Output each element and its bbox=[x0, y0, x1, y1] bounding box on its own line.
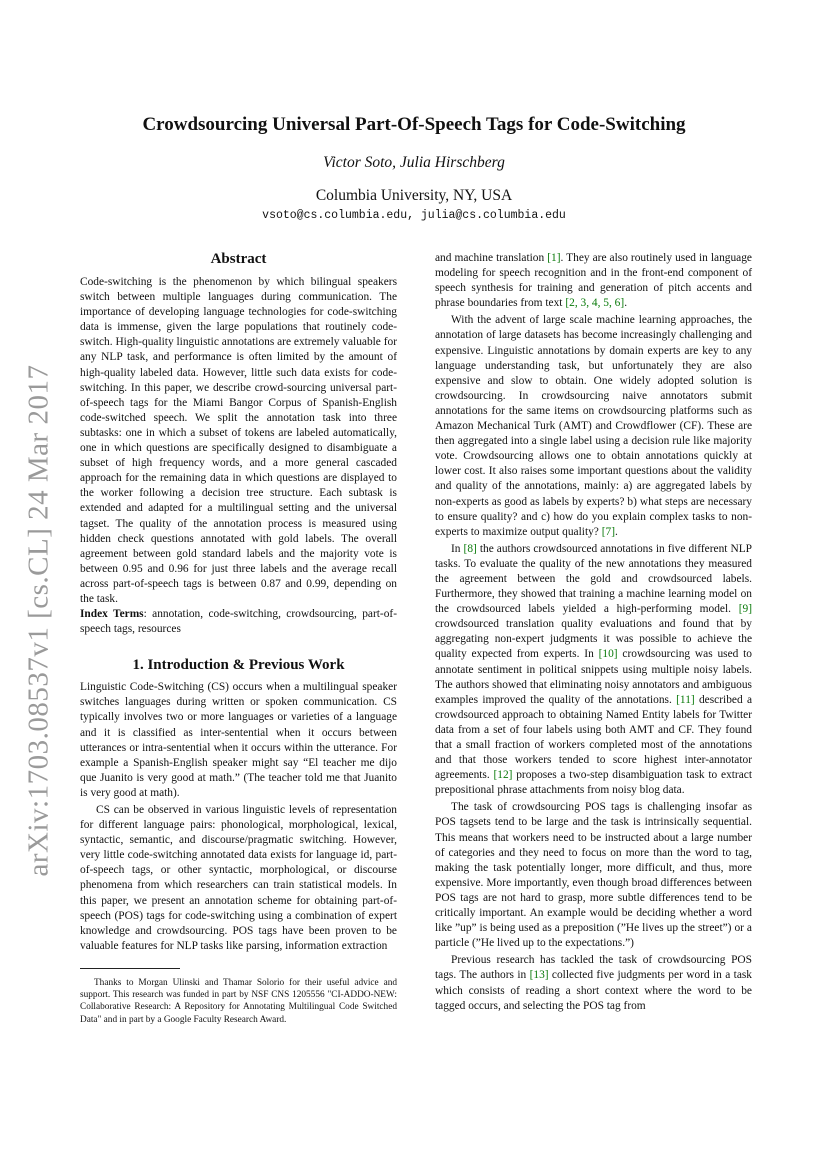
index-terms bbox=[80, 607, 397, 637]
right-paragraph-4: The task of crowdsourcing POS tags is challenging insofar as POS tagsets tend to be large and the task is intrinsically sequential. This means that workers need to be instructed about a large number of categories and they need to focus on more than the word to tag, making the task potentially longer, more difficult, and thus, more expensive. More importantly, even though broad differences between POS tags are not hard to grasp, more subtle differences tend to be critically important. An example would be deciding whether a word like ”up” is being used as a preposition (”He lives up the street”) or a particle (”He lived up to the expectations.”) bbox=[435, 801, 752, 950]
right-paragraph-3 bbox=[435, 542, 752, 799]
left-column bbox=[80, 250, 397, 1026]
right-paragraph-1 bbox=[435, 251, 752, 311]
citation-link[interactable]: [2, 3, 4, 5, 6] bbox=[565, 297, 625, 310]
text-run: crowdsourced translation quality evaluations and found that by aggregating non-expert judgments it was possible to achieve the quality expected from experts. In bbox=[435, 618, 752, 661]
text-run: With the advent of large scale machine learning approaches, the annotation of large datasets has become increasingly challenging and expensive. Linguistic annotations by domain experts are key to any language understanding task, but unfortunately they are also expensive and slow to obtain. One widely adopted solution is crowdsourcing. In crowdsourcing naive annotators submit annotations for the same items on crowdsourcing platforms such as Amazon Mechanical Turk (AMT) and Crowdflower (CF). These are then aggregated into a single label using a decision rule like majority vote. Crowdsourcing allows one to obtain annotations quickly at lower cost. It also raises some important questions about the validity and quality of the annotations, mainly: a) are aggregated labels by non-experts as good as labels by experts? b) what steps are necessary to ensure quality? and c) how do you explain complex tasks to non-experts to maximize output quality? bbox=[435, 314, 752, 538]
footnote-rule bbox=[80, 968, 180, 969]
text-run: Previous research has tackled the task of crowdsourcing POS tags. The authors in bbox=[435, 954, 752, 982]
abstract-heading: Abstract bbox=[210, 251, 267, 267]
paper-title: Crowdsourcing Universal Part-Of-Speech Tags for Code-Switching bbox=[142, 114, 686, 135]
index-terms-text: : annotation, code-switching, crowdsourcing, part-of-speech tags, resources bbox=[80, 608, 397, 636]
text-run: In bbox=[451, 542, 464, 555]
citation-link[interactable]: [11] bbox=[676, 693, 695, 706]
arxiv-stamp bbox=[16, 328, 62, 913]
footnote: Thanks to Morgan Ulinski and Thamar Solorio for their useful advice and support. This research was funded in part by NSF CNS 1205556 "CI-ADDO-NEW: Collaborative Research: A Repository for Annotating Multilingual Code Switched Data" and in part by a Google Faculty Research Award. bbox=[80, 977, 397, 1025]
arxiv-stamp-text: arXiv:1703.08537v1 [cs.CL] 24 Mar 2017 bbox=[22, 364, 55, 877]
citation-link[interactable]: [7] bbox=[601, 525, 616, 538]
abstract-text: Code-switching is the phenomenon by which bilingual speakers switch between multiple languages during communication. The importance of developing language technologies for code-switching data is immense, given the large populations that routinely code-switch. High-quality linguistic annotations are extremely valuable for any NLP task, and performance is often limited by the amount of high-quality labeled data. However, little such data exists for code-switching. In this paper, we describe crowd-sourcing universal part-of-speech tags for the Miami Bangor Corpus of Spanish-English code-switched speech. We split the annotation task into three subtasks: one in which a subset of tokens are labeled automatically, one in which questions are specifically designed to disambiguate a subset of high frequency words, and a more general cascaded approach for the remaining data in which questions are displayed to the worker following a decision tree structure. Each subtask is extended and adapted for a multilingual setting and the universal tagset. The quality of the annotation process is measured using hidden check questions annotated with gold labels. The overall agreement between gold standard labels and the majority vote is between 0.95 and 0.96 for just three labels and the average recall across part-of-speech tags is between 0.87 and 0.99, depending on the task. bbox=[80, 276, 397, 605]
text-run: collected five judgments per word in a task which consists of reading a short context where the word to be tagged occurs, and selecting the POS tag from bbox=[435, 969, 753, 1012]
right-paragraph-2 bbox=[435, 313, 752, 539]
index-terms-label: Index Terms bbox=[80, 608, 144, 621]
emails: vsoto@cs.columbia.edu, julia@cs.columbia.edu bbox=[262, 209, 566, 222]
text-run: . They are also routinely used in language modeling for speech recognition and in the front-end component of speech synthesis for training and generation of pitch accents and phrase boundaries from text bbox=[435, 252, 752, 310]
authors: Victor Soto, Julia Hirschberg bbox=[323, 154, 505, 171]
text-run: . bbox=[624, 297, 628, 310]
text-run: described a crowdsourced approach to obtaining Named Entity labels for Twitter data from a set of four labels using both AMT and CF. They found that a small fraction of workers completed most of the annotations and that those workers tended to score highest inter-annotator agreements. bbox=[435, 693, 752, 782]
intro-paragraph-2: CS can be observed in various linguistic levels of representation for different language pairs: phonological, morphological, lexical, syntactic, semantic, and discourse/pragmatic switching. However, very little code-switching annotated data exists for language id, part-of-speech tags, or other syntactic, morphological, or discourse phenomena from which researchers can train statistical models. In this paper, we present an annotation scheme for obtaining part-of-speech (POS) tags for code-switching using a combination of expert knowledge and crowdsourcing. POS tags have been proven to be valuable features for NLP tasks like parsing, information extraction bbox=[80, 804, 397, 952]
text-run: crowdsourcing was used to annotate sentiment in political snippets using multiple noisy labels. The authors showed that eliminating noisy annotators and ambiguous examples improved the quality of the annotations. bbox=[435, 648, 753, 706]
intro-paragraph-1: Linguistic Code-Switching (CS) occurs when a multilingual speaker switches languages during written or spoken communication. CS typically involves two or more languages or varieties of a language and it is classified as inter-sentential when it occurs between utterances or intra-sentential when it occurs within the utterance. For example a Spanish-English speaker might say “El teacher me dijo que Juanito is very good at math.” (The teacher told me that Juanito is very good at math). bbox=[80, 681, 397, 799]
affiliation: Columbia University, NY, USA bbox=[315, 187, 513, 204]
citation-link[interactable]: [1] bbox=[547, 252, 561, 264]
citation-link[interactable]: [9] bbox=[738, 603, 752, 616]
citation-link[interactable]: [12] bbox=[493, 769, 513, 782]
text-run: proposes a two-step disambiguation task to extract prepositional phrase attachments from noisy blog data. bbox=[435, 769, 752, 797]
text-run: the authors crowdsourced annotations in five different NLP tasks. To evaluate the quality of the new annotations they measured the agreement between the gold and crowdsourced labels. Furthermore, they showed that training a machine learning model on the crowdsourced labels yielded a high-performing model. bbox=[435, 542, 752, 616]
right-paragraph-5 bbox=[435, 953, 752, 1013]
citation-link[interactable]: [8] bbox=[463, 542, 477, 555]
text-run: and machine translation bbox=[435, 252, 548, 264]
text-run: . bbox=[615, 525, 618, 538]
citation-link[interactable]: [13] bbox=[529, 969, 549, 982]
citation-link[interactable]: [10] bbox=[598, 648, 618, 661]
right-column bbox=[435, 251, 752, 1014]
section-heading-introduction: 1. Introduction & Previous Work bbox=[132, 657, 345, 674]
